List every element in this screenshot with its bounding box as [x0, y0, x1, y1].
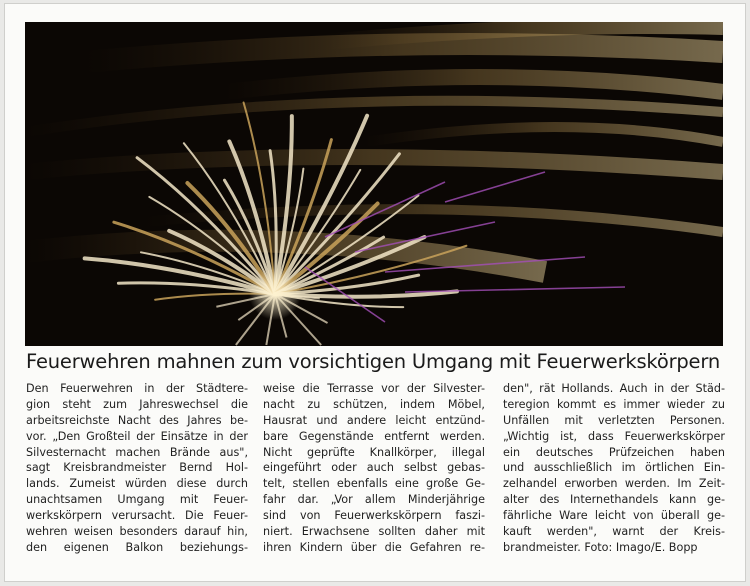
text-line: nacht zu schützen, indem Möbel, — [263, 397, 485, 411]
text-line: sagt Kreisbrandmeister Bernd Hol- — [26, 461, 248, 475]
text-line: bare Gegenstände entfernt werden. — [263, 429, 485, 443]
text-line: zelhandel erworben werden. Im Zeit- — [503, 477, 725, 491]
burst-core — [249, 268, 301, 320]
text-line: weise die Terrasse vor der Silvester- — [263, 382, 485, 395]
text-line: wehren weisen besonders darauf hin, — [26, 525, 248, 539]
text-line: werkskörpern verursacht. Die Feuer- — [26, 509, 248, 523]
text-line: arbeitsreichste Nacht des Jahres be- — [26, 413, 248, 427]
fireworks-photo — [25, 22, 723, 346]
text-line: den", rät Hollands. Auch in der Städ- — [503, 382, 725, 395]
text-line: lands. Zumeist würden diese durch — [26, 477, 248, 491]
text-line: telt, stellen ebenfalls eine große Ge- — [263, 477, 485, 491]
text-line: Hausrat und andere leicht entzünd- — [263, 413, 485, 427]
text-line: Nicht geprüfte Knallkörper, illegal — [263, 445, 485, 459]
text-line: ein deutsches Prüfzeichen haben — [503, 445, 725, 459]
article-column-3 — [503, 381, 725, 556]
fireworks-illustration — [25, 22, 723, 346]
text-line: kauft werden", warnt der Kreis- — [503, 525, 725, 539]
text-line: eingeführt oder auch selbst gebas- — [263, 461, 485, 475]
text-line: vor. „Den Großteil der Einsätze in der — [26, 429, 248, 443]
text-line: alter des Internethandels kann ge- — [503, 493, 725, 507]
text-line: „Wichtig ist, dass Feuerwerkskörper — [503, 429, 725, 443]
text-line: niert. Erwachsene sollten daher mit — [263, 525, 485, 539]
text-line: Den Feuerwehren in der Städtere- — [26, 382, 248, 395]
article-column-1 — [26, 381, 248, 556]
text-line: sind von Feuerwerkskörpern faszi- — [263, 509, 485, 523]
text-line: fährliche Ware leicht von überall ge- — [503, 509, 725, 523]
text-line: teregion kommt es immer wieder zu — [503, 397, 725, 411]
article-column-2 — [263, 381, 485, 556]
text-line: gion steht zum Jahreswechsel die — [26, 397, 248, 411]
article-headline: Feuerwehren mahnen zum vorsichtigen Umgang mit Feuerwerkskörpern — [26, 350, 720, 373]
text-line: Unfällen mit verletzten Personen. — [503, 413, 725, 427]
text-line: unachtsamen Umgang mit Feuer- — [26, 493, 248, 507]
text-line: brandmeister. Foto: Imago/E. Bopp — [503, 540, 698, 554]
text-line: ihren Kindern über die Gefahren re- — [263, 540, 485, 554]
text-line: Silvesternacht machen Brände aus", — [26, 445, 248, 459]
text-line: den eigenen Balkon beziehungs- — [26, 540, 248, 554]
text-line: und ausschließlich im örtlichen Ein- — [503, 461, 725, 475]
text-line: fahr dar. „Vor allem Minderjährige — [263, 493, 485, 507]
